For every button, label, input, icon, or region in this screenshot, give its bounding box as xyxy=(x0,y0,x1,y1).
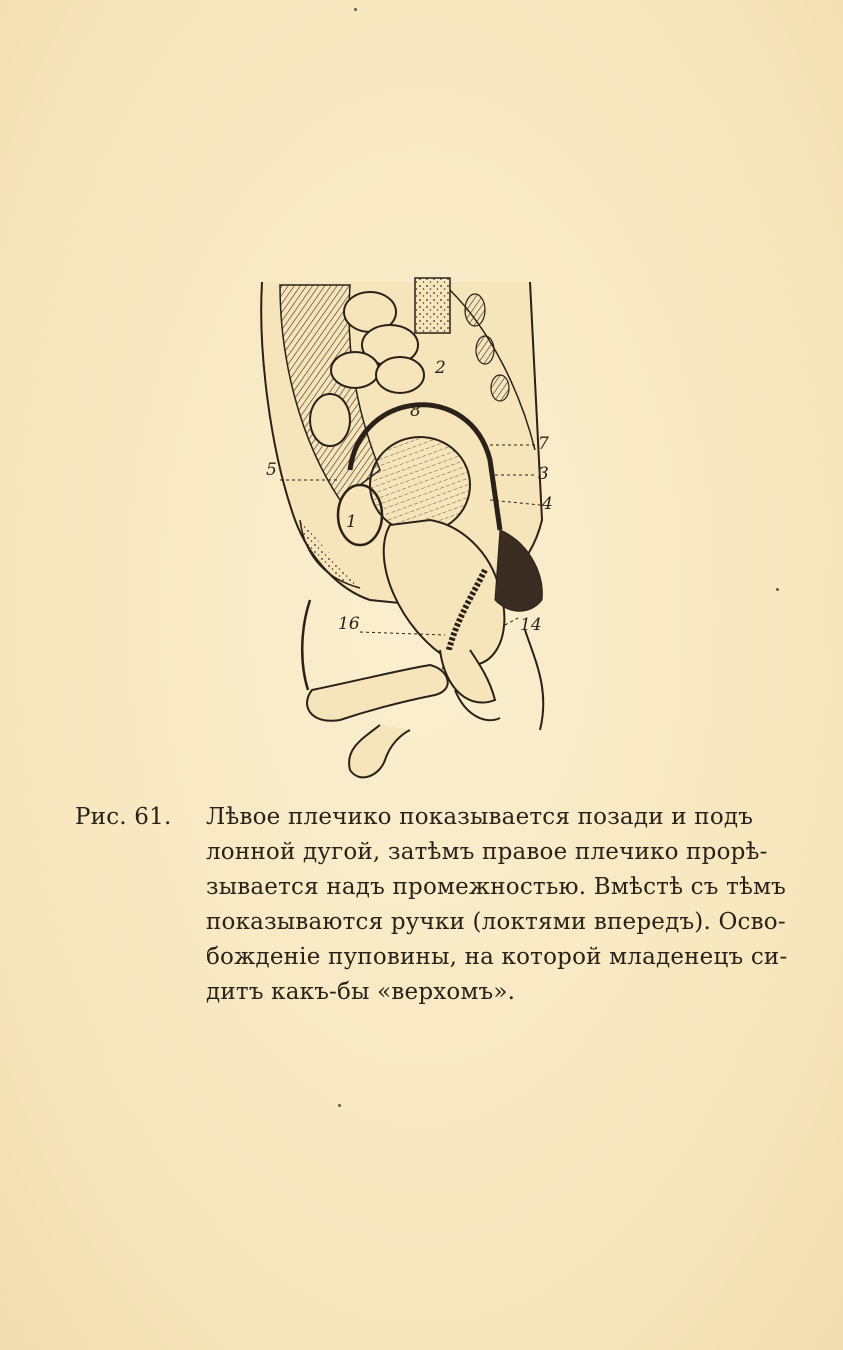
birth-diagram-drawing xyxy=(250,270,560,785)
figure-label-1: 1 xyxy=(346,512,357,532)
caption-line: лонной дугой, затѣмъ правое плечико прорѣ- xyxy=(206,839,768,865)
figure-label-8: 8 xyxy=(410,401,421,421)
figure-label-4: 4 xyxy=(542,494,553,514)
anatomical-illustration xyxy=(250,270,560,785)
figure-label-14: 14 xyxy=(520,615,542,635)
caption-line: показываются ручки (локтями впередъ). Осво- xyxy=(206,909,786,935)
caption-line: зывается надъ промежностью. Вмѣстѣ съ тѣмъ xyxy=(206,874,786,900)
figure-number: Рис. 61. xyxy=(75,804,172,830)
figure-label-7: 7 xyxy=(538,434,549,454)
paper-speck xyxy=(338,1104,341,1107)
caption-line: божденіе пуповины, на которой младенецъ си- xyxy=(206,944,788,970)
figure-label-5: 5 xyxy=(266,460,277,480)
caption-line: Лѣвое плечико показывается позади и подъ xyxy=(206,804,754,830)
figure-label-3: 3 xyxy=(538,464,549,484)
figure-label-2: 2 xyxy=(435,358,446,378)
figure-label-16: 16 xyxy=(338,614,360,634)
caption-line: дитъ какъ-бы «верхомъ». xyxy=(206,979,516,1005)
paper-speck xyxy=(776,588,779,591)
paper-speck xyxy=(354,8,357,11)
